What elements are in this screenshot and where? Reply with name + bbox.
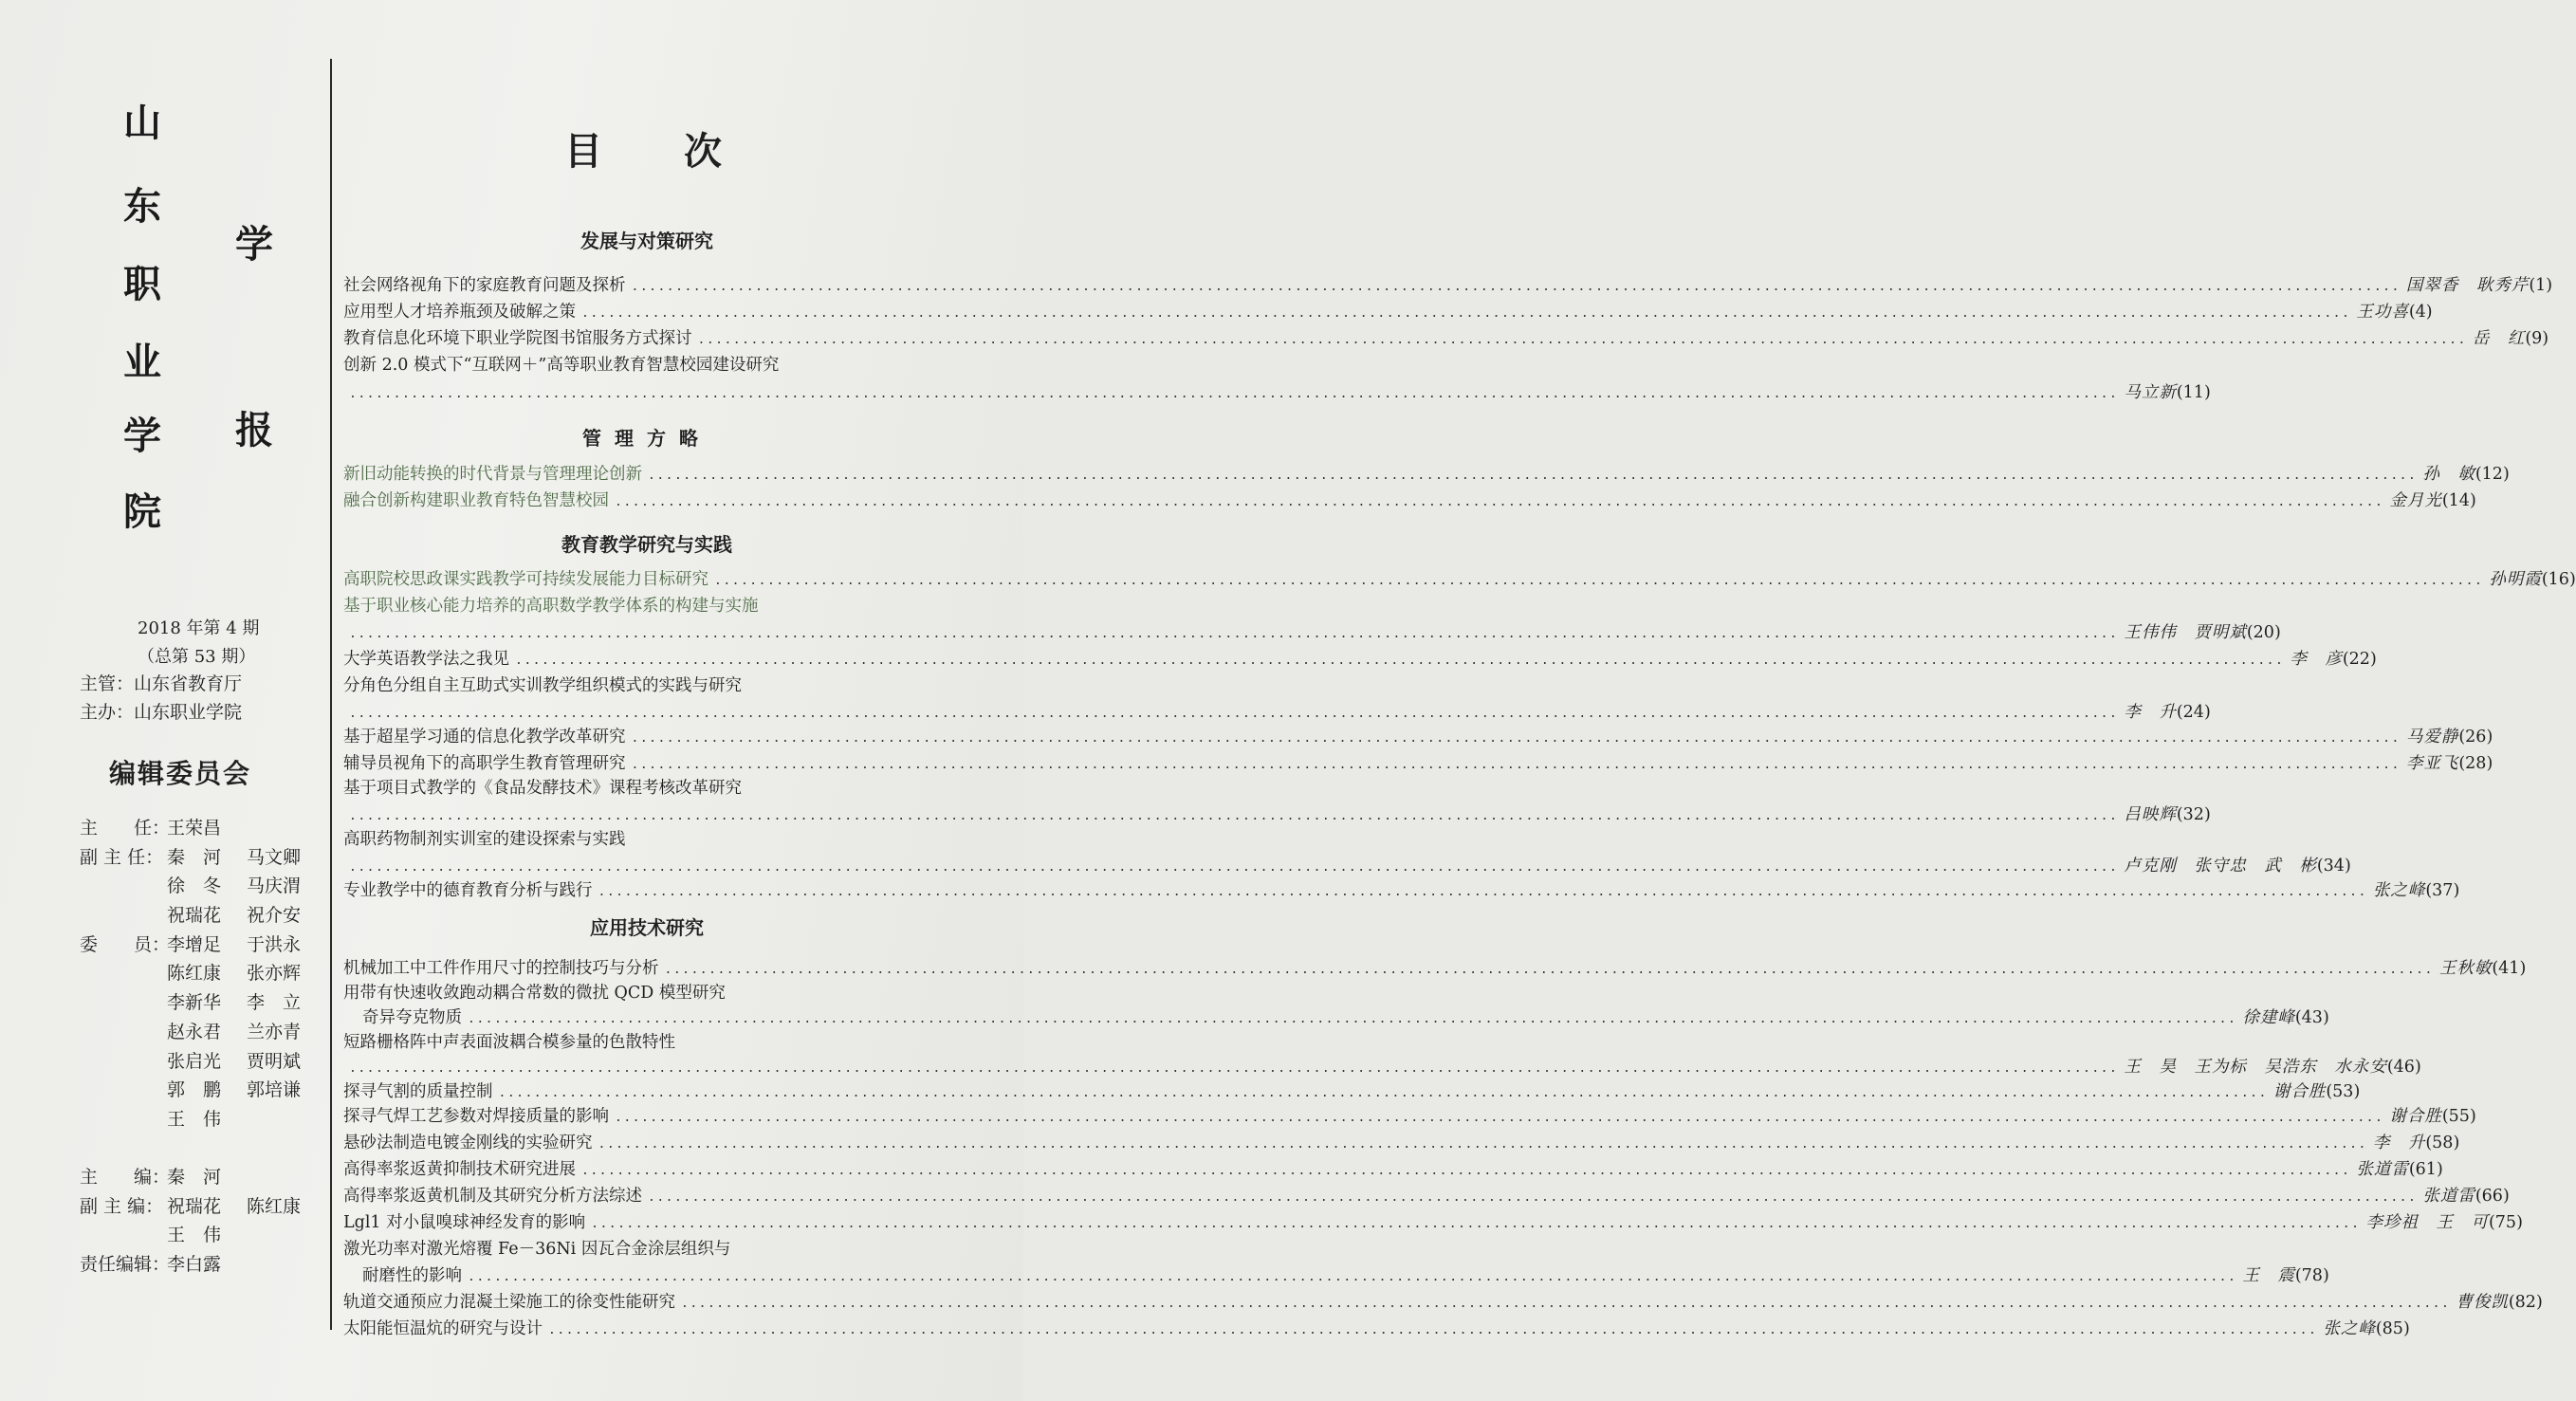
toc-entry-title: 高职药物制剂实训室的建设探索与实践 xyxy=(343,830,626,849)
board-role: 副 主 任： xyxy=(80,846,164,868)
toc-entry-author: 卢克刚 张守忠 武 彬 xyxy=(2124,857,2317,876)
masthead-char: 山 xyxy=(123,101,161,145)
toc-entry-title: 激光功率对激光熔覆 Fe－36Ni 因瓦合金涂层组织与 xyxy=(343,1240,731,1259)
toc-entry xyxy=(343,1030,946,1056)
toc-entry-title: 大学英语教学法之我见 xyxy=(343,650,509,669)
board-member-name: 赵永君 xyxy=(167,1021,222,1042)
section-heading: 教育教学研究与实践 xyxy=(561,533,732,556)
board-member-name: 徐 冬 xyxy=(167,876,222,897)
toc-leader-dots: ........................................................................................................................................................................................................ xyxy=(581,306,2351,321)
toc-entry-page: (78) xyxy=(2294,1266,2329,1285)
organizer-line: 主办：山东职业学院 xyxy=(80,702,243,723)
toc-entry xyxy=(343,326,2549,352)
board-role: 副 主 编： xyxy=(80,1195,164,1217)
toc-entry-page: (58) xyxy=(2425,1134,2460,1152)
toc-leader-dots: ........................................................................................................................................................................................................ xyxy=(515,654,2285,668)
toc-leader-dots: ........................................................................................................................................................................................................ xyxy=(598,885,2367,899)
board-member-name: 王荣昌 xyxy=(167,818,222,839)
board-member-name: 王 伟 xyxy=(167,1108,222,1130)
toc-entry-page: (46) xyxy=(2386,1058,2421,1077)
section-heading: 应用技术研究 xyxy=(590,916,704,939)
toc-entry-page: (82) xyxy=(2508,1293,2543,1312)
toc-entry xyxy=(362,1263,2329,1289)
toc-entry-page: (75) xyxy=(2488,1213,2523,1232)
toc-leader-dots: ........................................................................................................................................................................................................ xyxy=(697,333,2467,347)
toc-entry-author: 张之峰 xyxy=(2372,881,2426,900)
toc-entry-page: (11) xyxy=(2176,383,2211,402)
toc-leader-dots: ........................................................................................................................................................................................................ xyxy=(648,1190,2418,1205)
issue-number: 2018 年第 4 期 xyxy=(138,618,260,638)
toc-entry xyxy=(343,1157,2443,1183)
toc-entry-page: (55) xyxy=(2441,1107,2476,1126)
toc-entry xyxy=(343,700,2211,726)
section-heading: 管理方略 xyxy=(582,427,711,450)
journal-masthead xyxy=(123,101,313,541)
board-member-row xyxy=(80,988,336,1018)
toc-entry xyxy=(343,620,2281,646)
toc-entry xyxy=(343,380,2211,406)
toc-entry xyxy=(343,300,2433,325)
toc-entry-author: 李珍祖 王 可 xyxy=(2365,1213,2489,1232)
board-member-name: 李增足 xyxy=(167,933,222,955)
board-member-row xyxy=(80,1192,336,1222)
board-member-row xyxy=(80,814,336,843)
toc-entry-title: 太阳能恒温炕的研究与设计 xyxy=(343,1319,543,1338)
toc-leader-dots: ........................................................................................................................................................................................................ xyxy=(591,1217,2361,1231)
toc-entry-author: 王秋敏 xyxy=(2438,959,2493,978)
toc-leader-dots: ........................................................................................................................................................................................................ xyxy=(648,469,2418,483)
board-member-name: 郭培谦 xyxy=(247,1079,302,1101)
toc-entry-author: 李 升 xyxy=(2124,703,2177,722)
toc-entry xyxy=(343,647,2377,673)
toc-entry-page: (20) xyxy=(2246,623,2281,642)
toc-entry-page: (16) xyxy=(2541,570,2576,589)
board-member-row xyxy=(80,1105,336,1134)
toc-leader-dots: ........................................................................................................................................................................................................ xyxy=(598,1137,2367,1152)
toc-entry-page: (9) xyxy=(2525,329,2549,348)
toc-leader-dots: ........................................................................................................................................................................................................ xyxy=(615,1111,2384,1125)
toc-entry-page: (22) xyxy=(2342,650,2377,669)
toc-entry-page: (4) xyxy=(2408,303,2433,322)
board-member-row xyxy=(80,1047,336,1077)
board-member-name: 祝瑞花 xyxy=(167,1195,222,1217)
toc-entry xyxy=(343,1184,2510,1209)
board-member-name: 陈红康 xyxy=(247,1195,302,1217)
column-divider xyxy=(330,59,332,1330)
toc-entry-author: 张道雷 xyxy=(2422,1187,2475,1206)
toc-entry xyxy=(343,567,2576,593)
toc-entry-page: (61) xyxy=(2408,1160,2443,1179)
toc-entry-title: 基于职业核心能力培养的高职数学教学体系的构建与实施 xyxy=(343,597,759,616)
toc-entry-title: 用带有快速收敛跑动耦合常数的微扰 QCD 模型研究 xyxy=(343,984,726,1003)
toc-entry xyxy=(343,1290,2543,1316)
toc-entry xyxy=(343,878,2460,904)
toc-entry xyxy=(343,1317,2410,1342)
board-member-name: 秦 河 xyxy=(167,846,222,868)
board-member-name: 马文卿 xyxy=(247,846,302,868)
board-member-name: 祝介安 xyxy=(247,905,302,927)
toc-entry-page: (32) xyxy=(2176,805,2211,824)
toc-entry-author: 张道雷 xyxy=(2356,1160,2409,1179)
toc-entry-title: 探寻气割的质量控制 xyxy=(343,1082,493,1101)
toc-entry-page: (24) xyxy=(2176,703,2211,722)
toc-entry-title: 探寻气焊工艺参数对焊接质量的影响 xyxy=(343,1107,609,1126)
toc-leader-dots: ........................................................................................................................................................................................................ xyxy=(615,495,2384,509)
toc-entry-title: 高职院校思政课实践教学可持续发展能力目标研究 xyxy=(343,570,708,589)
toc-entry-author: 张之峰 xyxy=(2323,1319,2376,1338)
board-member-row xyxy=(80,931,336,960)
editorial-board-list xyxy=(80,814,336,1134)
board-member-name: 李新华 xyxy=(167,992,222,1014)
toc-entry-page: (41) xyxy=(2492,959,2527,978)
toc-leader-dots: ........................................................................................................................................................................................................ xyxy=(714,574,2484,588)
toc-entry-author: 王伟伟 贾明斌 xyxy=(2124,623,2247,642)
toc-entry-author: 王 震 xyxy=(2242,1266,2295,1285)
toc-entry-author: 王 昊 王为标 吴浩东 水永安 xyxy=(2124,1058,2387,1077)
toc-entry-page: (12) xyxy=(2475,465,2510,484)
board-role: 委 员： xyxy=(80,933,171,955)
toc-leader-dots: ........................................................................................................................................................................................................ xyxy=(681,1297,2451,1311)
board-member-row xyxy=(80,1163,336,1192)
toc-entry xyxy=(343,273,2553,299)
toc-entry-title: 高得率浆返黄机制及其研究分析方法综述 xyxy=(343,1187,642,1206)
toc-entry xyxy=(343,489,2476,514)
toc-entry-title: 创新 2.0 模式下“互联网＋”高等职业教育智慧校园建设研究 xyxy=(343,356,780,375)
toc-leader-dots: ........................................................................................................................................................................................................ xyxy=(349,627,2119,641)
toc-entry-author: 谢合胜 xyxy=(2272,1082,2327,1101)
toc-entry-page: (66) xyxy=(2475,1187,2510,1206)
toc-leader-dots: ........................................................................................................................................................................................................ xyxy=(349,860,2119,875)
supervisor-line: 主管：山东省教育厅 xyxy=(80,673,243,694)
toc-entry xyxy=(343,981,946,1006)
toc-entry xyxy=(343,353,946,378)
toc-entry-title: 辅导员视角下的高职学生教育管理研究 xyxy=(343,754,626,773)
toc-entry xyxy=(343,725,2493,750)
board-member-row xyxy=(80,872,336,901)
toc-entry-title: 应用型人才培养瓶颈及破解之策 xyxy=(343,303,576,322)
toc-entry xyxy=(343,827,946,853)
board-member-name: 李 立 xyxy=(247,992,302,1014)
toc-entry-author: 徐建峰 xyxy=(2242,1008,2295,1027)
board-member-name: 李白露 xyxy=(167,1254,222,1276)
board-member-row xyxy=(80,843,336,873)
toc-leader-dots: ........................................................................................................................................................................................................ xyxy=(631,731,2401,746)
toc-entry-title: 机械加工中工件作用尺寸的控制技巧与分析 xyxy=(343,959,659,978)
board-member-name: 张启光 xyxy=(167,1050,222,1072)
toc-entry-page: (43) xyxy=(2294,1008,2329,1027)
toc-leader-dots: ........................................................................................................................................................................................................ xyxy=(468,1270,2237,1284)
board-member-name: 兰亦青 xyxy=(247,1021,302,1042)
toc-entry-page: (26) xyxy=(2458,728,2493,747)
toc-entry-page: (1) xyxy=(2529,276,2553,295)
toc-leader-dots: ........................................................................................................................................................................................................ xyxy=(468,1012,2237,1026)
toc-entry-title: 融合创新构建职业教育特色智慧校园 xyxy=(343,491,609,510)
toc-entry xyxy=(343,1210,2523,1236)
board-member-name: 于洪永 xyxy=(247,933,302,955)
toc-leader-dots: ........................................................................................................................................................................................................ xyxy=(349,707,2119,721)
toc-leader-dots: ........................................................................................................................................................................................................ xyxy=(548,1323,2318,1337)
toc-entry-page: (14) xyxy=(2441,491,2476,510)
masthead-char: 学 xyxy=(123,415,161,458)
toc-entry-title: 基于超星学习通的信息化教学改革研究 xyxy=(343,728,626,747)
toc-entry xyxy=(343,1055,2421,1080)
toc-entry xyxy=(362,1005,2329,1031)
toc-leader-dots: ........................................................................................................................................................................................................ xyxy=(498,1086,2268,1100)
board-member-name: 王 伟 xyxy=(167,1225,222,1246)
toc-entry-author: 李 彦 xyxy=(2290,650,2343,669)
toc-leader-dots: ........................................................................................................................................................................................................ xyxy=(349,809,2119,823)
toc-entry xyxy=(343,1237,946,1263)
board-member-row xyxy=(80,1018,336,1047)
toc-entry-title: 基于项目式教学的《食品发酵技术》课程考核改革研究 xyxy=(343,779,742,798)
board-member-name: 祝瑞花 xyxy=(167,905,222,927)
toc-entry-title: 社会网络视角下的家庭教育问题及探析 xyxy=(343,276,626,295)
masthead-char: 院 xyxy=(123,490,161,534)
toc-leader-dots: ........................................................................................................................................................................................................ xyxy=(631,280,2401,294)
toc-entry xyxy=(343,594,946,619)
toc-entry-author: 国翠香 耿秀芹 xyxy=(2405,276,2530,295)
toc-entry-author: 岳 红 xyxy=(2472,329,2526,348)
masthead-char: 学 xyxy=(235,223,273,267)
masthead-char: 职 xyxy=(123,263,161,306)
toc-entry-author: 李 升 xyxy=(2372,1134,2426,1152)
board-member-name: 张亦辉 xyxy=(247,963,302,985)
toc-entry xyxy=(343,1104,2476,1130)
toc-entry-page: (34) xyxy=(2316,857,2351,876)
toc-entry-title: 专业教学中的德育教育分析与践行 xyxy=(343,881,593,900)
toc-entry xyxy=(343,673,946,699)
board-role: 责任编辑： xyxy=(80,1254,171,1276)
issue-info xyxy=(138,615,259,672)
toc-entry-author: 马立新 xyxy=(2124,383,2177,402)
board-member-row xyxy=(80,901,336,931)
toc-entry-author: 孙明霞 xyxy=(2489,570,2542,589)
masthead-char: 报 xyxy=(235,409,273,452)
toc-entry-title: 悬砂法制造电镀金刚线的实验研究 xyxy=(343,1134,593,1152)
board-role: 主 编： xyxy=(80,1167,171,1188)
toc-leader-dots: ........................................................................................................................................................................................................ xyxy=(349,1061,2119,1076)
toc-entry-author: 金月光 xyxy=(2389,491,2442,510)
toc-leader-dots: ........................................................................................................................................................................................................ xyxy=(349,387,2119,401)
toc-entry-author: 王功喜 xyxy=(2356,303,2409,322)
toc-entry-title: 分角色分组自主互助式实训教学组织模式的实践与研究 xyxy=(343,676,742,695)
board-member-name: 秦 河 xyxy=(167,1167,222,1188)
board-member-row xyxy=(80,1076,336,1105)
section-heading: 发展与对策研究 xyxy=(580,230,713,252)
toc-entry xyxy=(343,802,2211,828)
board-role: 主 任： xyxy=(80,818,171,839)
toc-leader-dots: ........................................................................................................................................................................................................ xyxy=(631,758,2401,772)
toc-entry-author: 谢合胜 xyxy=(2389,1107,2442,1126)
toc-entry-author: 孙 敏 xyxy=(2422,465,2475,484)
masthead-char: 业 xyxy=(123,341,161,384)
toc-entry xyxy=(343,956,2527,982)
toc-entry-title: 短路栅格阵中声表面波耦合模参量的色散特性 xyxy=(343,1033,675,1052)
board-member-name: 陈红康 xyxy=(167,963,222,985)
toc-entry xyxy=(343,854,2351,879)
board-member-row xyxy=(80,1250,336,1280)
issue-total-number: （总第 53 期） xyxy=(138,647,256,667)
toc-leader-dots: ........................................................................................................................................................................................................ xyxy=(581,1164,2351,1178)
toc-entry-page: (85) xyxy=(2375,1319,2410,1338)
toc-leader-dots: ........................................................................................................................................................................................................ xyxy=(664,963,2434,977)
toc-entry xyxy=(343,462,2510,488)
toc-entry-title: 教育信息化环境下职业学院图书馆服务方式探讨 xyxy=(343,329,692,348)
toc-entry-page: (37) xyxy=(2425,881,2460,900)
toc-entry-title: 新旧动能转换的时代背景与管理理论创新 xyxy=(343,465,642,484)
board-member-name: 郭 鹏 xyxy=(167,1079,222,1101)
editors-list xyxy=(80,1163,336,1280)
toc-entry-author: 曹俊凯 xyxy=(2456,1293,2509,1312)
board-member-name: 贾明斌 xyxy=(247,1050,302,1072)
toc-entry-page: (53) xyxy=(2326,1082,2361,1101)
board-member-row xyxy=(80,1221,336,1250)
toc-entry xyxy=(343,776,946,802)
masthead-char: 东 xyxy=(123,185,161,229)
toc-entry-title: Lgl1 对小鼠嗅球神经发育的影响 xyxy=(343,1213,586,1232)
toc-entry-author: 马爱静 xyxy=(2405,728,2459,747)
toc-title: 目次 xyxy=(564,130,803,174)
toc-entry xyxy=(343,1079,2361,1105)
toc-entry-page: (28) xyxy=(2458,754,2493,773)
board-member-row xyxy=(80,959,336,988)
board-member-name: 马庆渭 xyxy=(247,876,302,897)
toc-entry xyxy=(343,1131,2460,1156)
toc-entry-title: 耐磨性的影响 xyxy=(362,1266,462,1285)
toc-entry-title: 轨道交通预应力混凝土梁施工的徐变性能研究 xyxy=(343,1293,675,1312)
toc-entry-title: 奇异夸克物质 xyxy=(362,1008,462,1027)
editorial-board-title: 编辑委员会 xyxy=(109,758,252,789)
toc-entry-title: 高得率浆返黄抑制技术研究进展 xyxy=(343,1160,576,1179)
toc-entry-author: 吕映辉 xyxy=(2124,805,2177,824)
toc-entry-author: 李亚飞 xyxy=(2405,754,2459,773)
toc-entry xyxy=(343,751,2493,777)
sponsor-info xyxy=(80,670,242,727)
